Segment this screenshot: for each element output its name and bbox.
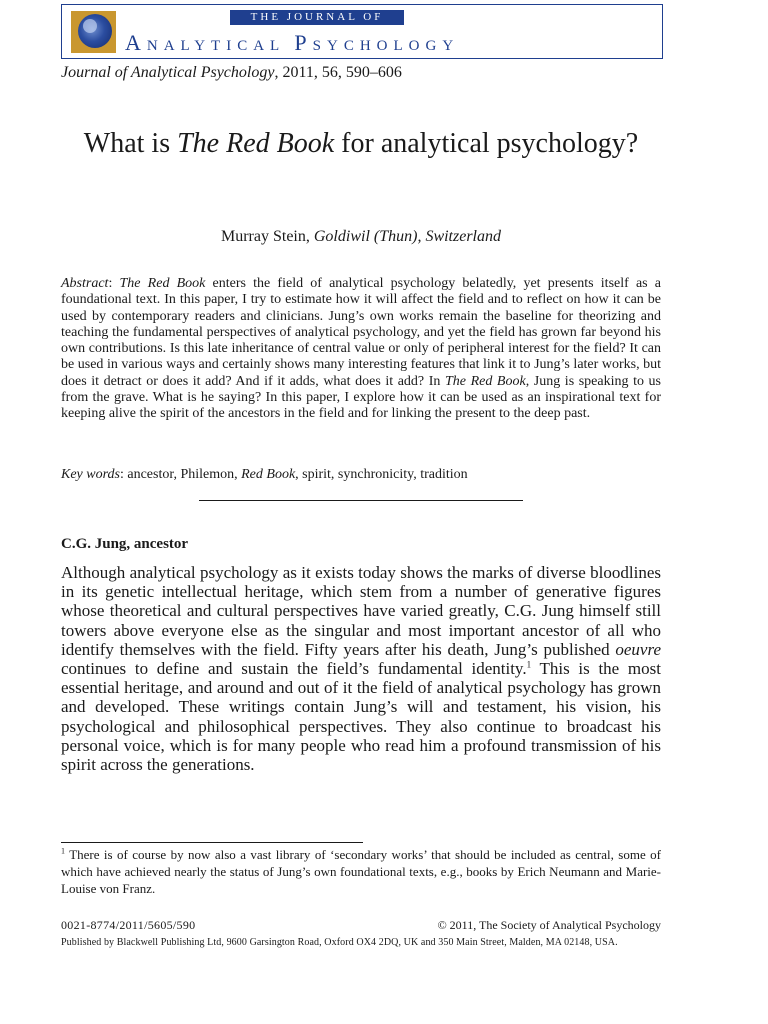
footnote-marker: 1 bbox=[61, 846, 65, 856]
footnote-ref[interactable]: 1 bbox=[526, 659, 532, 670]
moon-logo-icon bbox=[71, 11, 116, 53]
journal-name-initial: P bbox=[294, 30, 313, 55]
issn: 0021-8774/2011/5605/590 bbox=[61, 918, 196, 932]
journal-name-initial: A bbox=[125, 30, 147, 55]
author-name: Murray Stein, bbox=[221, 228, 314, 245]
body-part: continues to define and sustain the field’s fundamental identity. bbox=[61, 659, 527, 679]
keywords-italic: Red Book bbox=[241, 467, 296, 482]
keywords-before: ancestor, Philemon, bbox=[127, 467, 242, 482]
journal-name-word: SYCHOLOGY bbox=[312, 38, 460, 54]
body-italic: oeuvre bbox=[615, 639, 661, 659]
title-after: for analytical psychology? bbox=[334, 128, 639, 159]
abstract-segment: enters the field of analytical psychology belatedly, yet presents itself as a foundational text. In this paper, I try to estimate how it will affect the field and to reflect on how it can be used by contemporary readers and clinicians. Jung’s own works remain the baseline for theorizing and teaching the fundamental perspectives of analytical psychology, and yet the field has grown far beyond his own contributions. Is this late inheritance of central value or only of peripheral interest for the field? It can be used in various ways and certainly shows many interesting features that link it to Jung’s later works, but does it detract or does it add? And if it adds, what does it add? In bbox=[61, 276, 661, 389]
publisher-line: Published by Blackwell Publishing Ltd, 9600 Garsington Road, Oxford OX4 2DQ, UK and 350 Main Street, Malden, MA 02148, USA. bbox=[61, 937, 618, 948]
abstract-segment: The Red Book bbox=[119, 276, 206, 291]
section-heading: C.G. Jung, ancestor bbox=[61, 536, 189, 552]
keywords-colon: : bbox=[119, 467, 128, 482]
article-title bbox=[61, 126, 661, 162]
body-paragraph bbox=[61, 563, 661, 774]
section-divider bbox=[199, 500, 523, 501]
title-italic: The Red Book bbox=[177, 128, 335, 159]
citation-journal: Journal of Analytical Psychology bbox=[61, 64, 275, 81]
citation-details: , 2011, 56, 590–606 bbox=[274, 64, 402, 81]
abstract-segment: , Jung is speaking to us from the grave. What is he saying? In this paper, I explore how it can be used as an inspirational text for keeping alive the spirit of the ancestors in the field and for linking the present to the deep past. bbox=[61, 373, 661, 422]
keywords-label: Key words bbox=[61, 467, 120, 482]
abstract-segment: The Red Book bbox=[444, 373, 526, 389]
body-part: This is the most essential heritage, and around and out of it the field of analytical psychology has grown and developed. These writings contain Jung’s will and testament, his vision, his psychological and philosophical perspectives. They also continue to broadcast his personal voice, which is for many people who read him a profound transmission of his spirit across the generations. bbox=[61, 659, 661, 775]
copyright: © 2011, The Society of Analytical Psychology bbox=[437, 918, 661, 932]
body-part: Although analytical psychology as it exists today shows the marks of diverse bloodlines in its genetic intellectual heritage, which stem from a number of generative figures whose theoretical and cultural perspectives have varied greatly, C.G. Jung himself still towers above everyone else as the singular and most important ancestor of all who identify themselves with the field. Fifty years after his death, Jung’s published bbox=[61, 563, 661, 659]
keywords bbox=[61, 467, 661, 483]
author-location: Goldiwil (Thun), Switzerland bbox=[313, 228, 501, 245]
journal-band: THE JOURNAL OF bbox=[230, 10, 404, 25]
title-before: What is bbox=[83, 128, 178, 159]
journal-masthead bbox=[61, 4, 663, 59]
abstract bbox=[61, 276, 661, 423]
footnote-text: There is of course by now also a vast library of ‘secondary works’ that should be included as central, some of which have achieved nearly the status of Jung’s own foundational texts, e.g., books by Erich Neumann and Marie-Louise von Franz. bbox=[61, 847, 661, 896]
citation-line bbox=[61, 64, 402, 82]
byline bbox=[61, 228, 661, 246]
abstract-colon: : bbox=[108, 276, 120, 291]
abstract-label: Abstract bbox=[61, 276, 109, 291]
footnote bbox=[61, 846, 661, 897]
journal-name bbox=[125, 30, 459, 56]
journal-name-word: NALYTICAL bbox=[146, 38, 295, 54]
keywords-after: , spirit, synchronicity, tradition bbox=[295, 467, 468, 482]
footnote-divider bbox=[61, 842, 363, 843]
